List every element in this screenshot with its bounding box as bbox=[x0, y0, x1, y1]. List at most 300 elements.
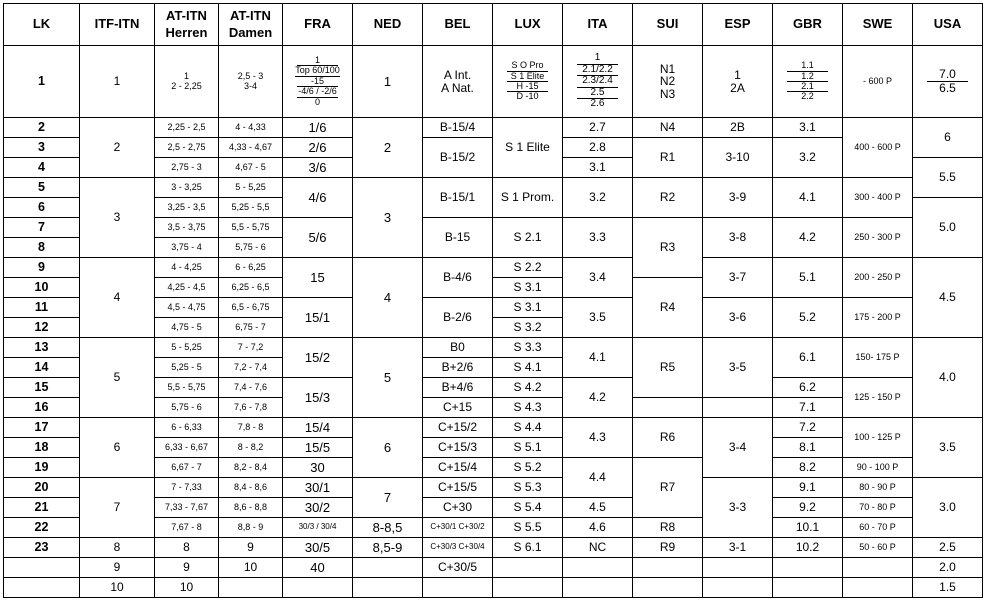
swe-cell bbox=[843, 558, 913, 578]
table-row bbox=[4, 558, 983, 578]
header-bel: BEL bbox=[423, 4, 493, 46]
sui-value: N1 bbox=[659, 61, 676, 76]
ita-cell: 4.2 bbox=[563, 378, 633, 418]
lux-cell: S 5.2 bbox=[493, 458, 563, 478]
gbr-cell: 9.2 bbox=[773, 498, 843, 518]
at-herren-cell: 2,75 - 3 bbox=[155, 158, 219, 178]
fra-cell: 15/4 bbox=[283, 418, 353, 438]
fra-cell: 30/2 bbox=[283, 498, 353, 518]
ned-cell: 8-8,5 bbox=[353, 518, 423, 538]
lux-cell: S 6.1 bbox=[493, 538, 563, 558]
ita-cell: 3.5 bbox=[563, 298, 633, 338]
lux-value: D -10 bbox=[516, 91, 539, 102]
sui-cell: R3 bbox=[633, 218, 703, 278]
fra-cell: 30/1 bbox=[283, 478, 353, 498]
fra-cell: 5/6 bbox=[283, 218, 353, 258]
itf-cell: 1 bbox=[80, 46, 155, 118]
lux-cell bbox=[493, 578, 563, 598]
header-ita: ITA bbox=[563, 4, 633, 46]
lk-cell: 17 bbox=[4, 418, 80, 438]
at-damen-cell: 6 - 6,25 bbox=[219, 258, 283, 278]
bel-cell: C+30 bbox=[423, 498, 493, 518]
gbr-cell: 10.1 bbox=[773, 518, 843, 538]
at-damen-value: 2,5 - 3 bbox=[237, 71, 264, 82]
ned-cell: 6 bbox=[353, 418, 423, 478]
fra-cell: 2/6 bbox=[283, 138, 353, 158]
swe-cell: 100 - 125 P bbox=[843, 418, 913, 458]
gbr-cell: 3.1 bbox=[773, 118, 843, 138]
bel-cell bbox=[423, 46, 493, 118]
lux-cell: S 3.3 bbox=[493, 338, 563, 358]
lux-cell: S 3.1 bbox=[493, 298, 563, 318]
esp-cell: 3-4 bbox=[703, 418, 773, 478]
lk-cell: 2 bbox=[4, 118, 80, 138]
fra-cell bbox=[283, 46, 353, 118]
ned-cell: 7 bbox=[353, 478, 423, 518]
header-lk: LK bbox=[4, 4, 80, 46]
bel-cell: B-15/2 bbox=[423, 138, 493, 178]
at-damen-cell: 8 - 8,2 bbox=[219, 438, 283, 458]
lux-cell: S 4.2 bbox=[493, 378, 563, 398]
ita-cell: 4.5 bbox=[563, 498, 633, 518]
sui-cell: N4 bbox=[633, 118, 703, 138]
esp-cell bbox=[703, 558, 773, 578]
lk-cell: 4 bbox=[4, 158, 80, 178]
swe-cell: 90 - 100 P bbox=[843, 458, 913, 478]
at-damen-cell bbox=[219, 578, 283, 598]
sui-cell bbox=[633, 46, 703, 118]
esp-cell bbox=[703, 46, 773, 118]
ita-value: 2.5 bbox=[577, 88, 618, 100]
table-row bbox=[4, 578, 983, 598]
esp-cell: 3-9 bbox=[703, 178, 773, 218]
at-herren-cell: 4 - 4,25 bbox=[155, 258, 219, 278]
at-damen-cell bbox=[219, 46, 283, 118]
swe-cell: 250 - 300 P bbox=[843, 218, 913, 258]
lk-cell: 15 bbox=[4, 378, 80, 398]
at-herren-cell: 6 - 6,33 bbox=[155, 418, 219, 438]
at-herren-cell: 2,5 - 2,75 bbox=[155, 138, 219, 158]
header-sui: SUI bbox=[633, 4, 703, 46]
ita-cell: 4.1 bbox=[563, 338, 633, 378]
ita-cell: 3.1 bbox=[563, 158, 633, 178]
gbr-cell bbox=[773, 558, 843, 578]
gbr-cell: 6.2 bbox=[773, 378, 843, 398]
fra-cell: 4/6 bbox=[283, 178, 353, 218]
fra-cell: 1/6 bbox=[283, 118, 353, 138]
at-herren-cell: 6,33 - 6,67 bbox=[155, 438, 219, 458]
sui-cell: R5 bbox=[633, 338, 703, 398]
at-damen-cell: 4,33 - 4,67 bbox=[219, 138, 283, 158]
bel-cell: C+15/5 bbox=[423, 478, 493, 498]
swe-cell bbox=[843, 578, 913, 598]
swe-cell: - 600 P bbox=[843, 46, 913, 118]
fra-cell: 30/3 / 30/4 bbox=[283, 518, 353, 538]
sui-cell bbox=[633, 398, 703, 418]
lux-cell: S 4.3 bbox=[493, 398, 563, 418]
sui-value: N2 bbox=[659, 74, 676, 89]
at-herren-cell: 10 bbox=[155, 578, 219, 598]
at-damen-cell: 4 - 4,33 bbox=[219, 118, 283, 138]
lk-cell: 23 bbox=[4, 538, 80, 558]
fra-cell: 3/6 bbox=[283, 158, 353, 178]
at-damen-cell: 7 - 7,2 bbox=[219, 338, 283, 358]
ita-cell: 4.6 bbox=[563, 518, 633, 538]
sui-cell: R2 bbox=[633, 178, 703, 218]
at-herren-cell: 5 - 5,25 bbox=[155, 338, 219, 358]
swe-cell: 125 - 150 P bbox=[843, 378, 913, 418]
fra-value: 1 bbox=[297, 56, 338, 66]
ita-value: 1 bbox=[577, 53, 618, 65]
bel-cell: B+2/6 bbox=[423, 358, 493, 378]
gbr-value: 1.1 bbox=[787, 61, 828, 71]
esp-cell: 3-10 bbox=[703, 138, 773, 178]
table-row bbox=[4, 46, 983, 118]
ita-cell: 3.2 bbox=[563, 178, 633, 218]
sui-cell bbox=[633, 558, 703, 578]
table-row bbox=[4, 418, 983, 438]
usa-cell: 4.0 bbox=[913, 338, 983, 418]
fra-cell: 15/1 bbox=[283, 298, 353, 338]
at-damen-cell: 6,5 - 6,75 bbox=[219, 298, 283, 318]
itf-cell: 8 bbox=[80, 538, 155, 558]
lk-cell: 10 bbox=[4, 278, 80, 298]
lk-cell: 5 bbox=[4, 178, 80, 198]
bel-value: A Nat. bbox=[441, 80, 474, 95]
header-swe: SWE bbox=[843, 4, 913, 46]
fra-value: 0 bbox=[314, 96, 320, 107]
at-damen-cell: 4,67 - 5 bbox=[219, 158, 283, 178]
gbr-value: 2.2 bbox=[801, 91, 814, 102]
gbr-cell: 9.1 bbox=[773, 478, 843, 498]
esp-cell: 3-6 bbox=[703, 298, 773, 338]
lux-cell: S 4.1 bbox=[493, 358, 563, 378]
itf-cell: 10 bbox=[80, 578, 155, 598]
lux-value: H -15 bbox=[507, 82, 548, 92]
at-herren-cell bbox=[155, 46, 219, 118]
at-herren-cell: 2,25 - 2,5 bbox=[155, 118, 219, 138]
swe-cell: 150- 175 P bbox=[843, 338, 913, 378]
at-damen-cell: 9 bbox=[219, 538, 283, 558]
ita-value: 2.3/2.4 bbox=[577, 76, 618, 88]
fra-cell bbox=[283, 578, 353, 598]
at-herren-cell: 3,5 - 3,75 bbox=[155, 218, 219, 238]
lux-cell: S 3.2 bbox=[493, 318, 563, 338]
at-damen-value: 3-4 bbox=[243, 80, 257, 91]
swe-cell: 200 - 250 P bbox=[843, 258, 913, 298]
usa-cell: 1.5 bbox=[913, 578, 983, 598]
lux-value: S O Pro bbox=[507, 61, 548, 71]
at-herren-cell: 4,25 - 4,5 bbox=[155, 278, 219, 298]
at-damen-cell: 5 - 5,25 bbox=[219, 178, 283, 198]
header-itf-itn: ITF-ITN bbox=[80, 4, 155, 46]
gbr-cell: 8.1 bbox=[773, 438, 843, 458]
sui-value: N3 bbox=[659, 86, 676, 101]
esp-value: 2A bbox=[730, 80, 745, 95]
fra-cell: 30 bbox=[283, 458, 353, 478]
swe-cell: 400 - 600 P bbox=[843, 118, 913, 178]
table-row bbox=[4, 338, 983, 358]
at-damen-cell: 10 bbox=[219, 558, 283, 578]
lk-cell: 14 bbox=[4, 358, 80, 378]
fra-cell: 15/2 bbox=[283, 338, 353, 378]
lux-cell: S 2.1 bbox=[493, 218, 563, 258]
header-esp: ESP bbox=[703, 4, 773, 46]
lux-cell: S 5.5 bbox=[493, 518, 563, 538]
fra-cell: 15/5 bbox=[283, 438, 353, 458]
table-row bbox=[4, 538, 983, 558]
at-herren-cell: 7,67 - 8 bbox=[155, 518, 219, 538]
lux-cell: S 1 Prom. bbox=[493, 178, 563, 218]
ita-cell: 3.3 bbox=[563, 218, 633, 258]
bel-cell: C+30/1 C+30/2 bbox=[423, 518, 493, 538]
ned-cell: 5 bbox=[353, 338, 423, 418]
ita-cell: 2.8 bbox=[563, 138, 633, 158]
itf-cell: 2 bbox=[80, 118, 155, 178]
at-damen-cell: 8,8 - 9 bbox=[219, 518, 283, 538]
ned-cell: 3 bbox=[353, 178, 423, 258]
bel-value: A Int. bbox=[443, 67, 472, 82]
fra-cell: 15/3 bbox=[283, 378, 353, 418]
sui-cell: R1 bbox=[633, 138, 703, 178]
usa-cell: 2.5 bbox=[913, 538, 983, 558]
lux-value: S 1 Elite bbox=[507, 72, 548, 82]
bel-cell: B-15 bbox=[423, 218, 493, 258]
bel-cell: C+15/3 bbox=[423, 438, 493, 458]
ita-cell bbox=[563, 46, 633, 118]
at-herren-cell: 9 bbox=[155, 558, 219, 578]
at-damen-cell: 8,4 - 8,6 bbox=[219, 478, 283, 498]
ita-cell: NC bbox=[563, 538, 633, 558]
lk-cell: 7 bbox=[4, 218, 80, 238]
header-ned: NED bbox=[353, 4, 423, 46]
gbr-cell: 7.2 bbox=[773, 418, 843, 438]
lk-cell bbox=[4, 558, 80, 578]
lk-cell: 19 bbox=[4, 458, 80, 478]
ned-cell: 1 bbox=[353, 46, 423, 118]
at-herren-cell: 3,25 - 3,5 bbox=[155, 198, 219, 218]
fra-value: -4/6 / -2/6 bbox=[298, 86, 337, 97]
lux-cell: S 4.4 bbox=[493, 418, 563, 438]
usa-cell: 2.0 bbox=[913, 558, 983, 578]
ned-cell: 4 bbox=[353, 258, 423, 338]
lux-cell bbox=[493, 558, 563, 578]
gbr-cell: 3.2 bbox=[773, 138, 843, 178]
usa-cell: 5.0 bbox=[913, 198, 983, 258]
ita-cell bbox=[563, 558, 633, 578]
gbr-cell: 5.2 bbox=[773, 298, 843, 338]
header-usa: USA bbox=[913, 4, 983, 46]
at-herren-cell: 5,75 - 6 bbox=[155, 398, 219, 418]
usa-cell bbox=[913, 46, 983, 118]
lk-cell: 6 bbox=[4, 198, 80, 218]
bel-cell: C+15 bbox=[423, 398, 493, 418]
at-herren-value: 1 bbox=[183, 71, 189, 82]
lux-cell: S 5.3 bbox=[493, 478, 563, 498]
at-damen-cell: 5,25 - 5,5 bbox=[219, 198, 283, 218]
fra-cell: 40 bbox=[283, 558, 353, 578]
at-herren-cell: 5,25 - 5 bbox=[155, 358, 219, 378]
at-damen-cell: 7,8 - 8 bbox=[219, 418, 283, 438]
sui-cell bbox=[633, 578, 703, 598]
lk-cell: 16 bbox=[4, 398, 80, 418]
esp-cell: 3-3 bbox=[703, 478, 773, 538]
esp-cell bbox=[703, 578, 773, 598]
lk-cell: 8 bbox=[4, 238, 80, 258]
usa-cell: 5.5 bbox=[913, 158, 983, 198]
at-herren-cell: 7,33 - 7,67 bbox=[155, 498, 219, 518]
at-damen-cell: 6,75 - 7 bbox=[219, 318, 283, 338]
lux-cell bbox=[493, 46, 563, 118]
itf-cell: 5 bbox=[80, 338, 155, 418]
esp-cell: 2B bbox=[703, 118, 773, 138]
gbr-cell: 5.1 bbox=[773, 258, 843, 298]
bel-cell: B+4/6 bbox=[423, 378, 493, 398]
lk-cell: 20 bbox=[4, 478, 80, 498]
usa-cell: 3.0 bbox=[913, 478, 983, 538]
fra-value: -15 bbox=[297, 77, 338, 87]
swe-cell: 60 - 70 P bbox=[843, 518, 913, 538]
lk-cell bbox=[4, 578, 80, 598]
fra-value: Top 60/100 bbox=[295, 65, 340, 76]
itf-cell: 3 bbox=[80, 178, 155, 258]
header-lux: LUX bbox=[493, 4, 563, 46]
lk-cell: 11 bbox=[4, 298, 80, 318]
sui-cell: R4 bbox=[633, 278, 703, 338]
table-row bbox=[4, 118, 983, 138]
sui-cell: R8 bbox=[633, 518, 703, 538]
esp-cell bbox=[703, 398, 773, 418]
lk-cell: 1 bbox=[4, 46, 80, 118]
ned-cell bbox=[353, 558, 423, 578]
usa-cell: 6 bbox=[913, 118, 983, 158]
lk-cell: 13 bbox=[4, 338, 80, 358]
lk-cell: 9 bbox=[4, 258, 80, 278]
table-row bbox=[4, 178, 983, 198]
gbr-value: 1.2 bbox=[787, 72, 828, 82]
at-damen-cell: 7,2 - 7,4 bbox=[219, 358, 283, 378]
header-gbr: GBR bbox=[773, 4, 843, 46]
itf-cell: 6 bbox=[80, 418, 155, 478]
bel-cell: B0 bbox=[423, 338, 493, 358]
at-herren-cell: 4,5 - 4,75 bbox=[155, 298, 219, 318]
usa-value: 6.5 bbox=[939, 81, 956, 95]
ita-cell: 3.4 bbox=[563, 258, 633, 298]
esp-cell: 3-5 bbox=[703, 338, 773, 398]
itf-cell: 7 bbox=[80, 478, 155, 538]
gbr-cell: 4.2 bbox=[773, 218, 843, 258]
at-herren-cell: 5,5 - 5,75 bbox=[155, 378, 219, 398]
gbr-cell bbox=[773, 578, 843, 598]
ita-cell: 4.3 bbox=[563, 418, 633, 458]
at-damen-cell: 5,75 - 6 bbox=[219, 238, 283, 258]
at-herren-cell: 3,75 - 4 bbox=[155, 238, 219, 258]
gbr-cell: 7.1 bbox=[773, 398, 843, 418]
ita-cell: 4.4 bbox=[563, 458, 633, 498]
usa-value: 7.0 bbox=[927, 68, 968, 82]
at-herren-cell: 4,75 - 5 bbox=[155, 318, 219, 338]
lux-cell: S 3.1 bbox=[493, 278, 563, 298]
bel-cell bbox=[423, 578, 493, 598]
itf-cell: 9 bbox=[80, 558, 155, 578]
ita-value: 2.6 bbox=[590, 98, 605, 110]
at-herren-cell: 6,67 - 7 bbox=[155, 458, 219, 478]
bel-cell: B-15/1 bbox=[423, 178, 493, 218]
usa-cell: 3.5 bbox=[913, 418, 983, 478]
swe-cell: 50 - 60 P bbox=[843, 538, 913, 558]
at-herren-cell: 3 - 3,25 bbox=[155, 178, 219, 198]
table-row bbox=[4, 478, 983, 498]
bel-cell: C+30/5 bbox=[423, 558, 493, 578]
bel-cell: B-4/6 bbox=[423, 258, 493, 298]
at-damen-cell: 7,4 - 7,6 bbox=[219, 378, 283, 398]
at-herren-cell: 8 bbox=[155, 538, 219, 558]
bel-cell: C+15/4 bbox=[423, 458, 493, 478]
header-at-itn-damen: AT-ITN Damen bbox=[219, 4, 283, 46]
lux-cell: S 1 Elite bbox=[493, 118, 563, 178]
at-herren-cell: 7 - 7,33 bbox=[155, 478, 219, 498]
ita-cell: 2.7 bbox=[563, 118, 633, 138]
at-damen-cell: 8,6 - 8,8 bbox=[219, 498, 283, 518]
ita-value: 2.1/2.2 bbox=[577, 65, 618, 77]
sui-cell: R6 bbox=[633, 418, 703, 458]
table-row bbox=[4, 258, 983, 278]
bel-cell: B-2/6 bbox=[423, 298, 493, 338]
swe-cell: 80 - 90 P bbox=[843, 478, 913, 498]
lux-cell: S 5.1 bbox=[493, 438, 563, 458]
fra-cell: 15 bbox=[283, 258, 353, 298]
lk-cell: 18 bbox=[4, 438, 80, 458]
gbr-cell: 6.1 bbox=[773, 338, 843, 378]
bel-cell: B-15/4 bbox=[423, 118, 493, 138]
bel-cell: C+15/2 bbox=[423, 418, 493, 438]
swe-cell: 70 - 80 P bbox=[843, 498, 913, 518]
at-damen-cell: 5,5 - 5,75 bbox=[219, 218, 283, 238]
header-fra: FRA bbox=[283, 4, 353, 46]
bel-cell: C+30/3 C+30/4 bbox=[423, 538, 493, 558]
lk-cell: 21 bbox=[4, 498, 80, 518]
gbr-value: 2.1 bbox=[787, 82, 828, 92]
esp-value: 1 bbox=[734, 67, 741, 82]
ned-cell: 8,5-9 bbox=[353, 538, 423, 558]
usa-cell: 4.5 bbox=[913, 258, 983, 338]
itf-cell: 4 bbox=[80, 258, 155, 338]
at-herren-value: 2 - 2,25 bbox=[171, 80, 202, 91]
esp-cell: 3-1 bbox=[703, 538, 773, 558]
gbr-cell bbox=[773, 46, 843, 118]
ranking-comparison-table bbox=[3, 3, 983, 598]
lux-cell: S 2.2 bbox=[493, 258, 563, 278]
lk-cell: 12 bbox=[4, 318, 80, 338]
swe-cell: 300 - 400 P bbox=[843, 178, 913, 218]
at-damen-cell: 8,2 - 8,4 bbox=[219, 458, 283, 478]
at-damen-cell: 6,25 - 6,5 bbox=[219, 278, 283, 298]
fra-cell: 30/5 bbox=[283, 538, 353, 558]
at-damen-cell: 7,6 - 7,8 bbox=[219, 398, 283, 418]
gbr-cell: 10.2 bbox=[773, 538, 843, 558]
lk-cell: 3 bbox=[4, 138, 80, 158]
sui-cell: R7 bbox=[633, 458, 703, 518]
swe-cell: 175 - 200 P bbox=[843, 298, 913, 338]
header-at-itn-herren: AT-ITN Herren bbox=[155, 4, 219, 46]
gbr-cell: 8.2 bbox=[773, 458, 843, 478]
ned-cell: 2 bbox=[353, 118, 423, 178]
lk-cell: 22 bbox=[4, 518, 80, 538]
sui-cell: R9 bbox=[633, 538, 703, 558]
gbr-cell: 4.1 bbox=[773, 178, 843, 218]
esp-cell: 3-8 bbox=[703, 218, 773, 258]
ita-cell bbox=[563, 578, 633, 598]
